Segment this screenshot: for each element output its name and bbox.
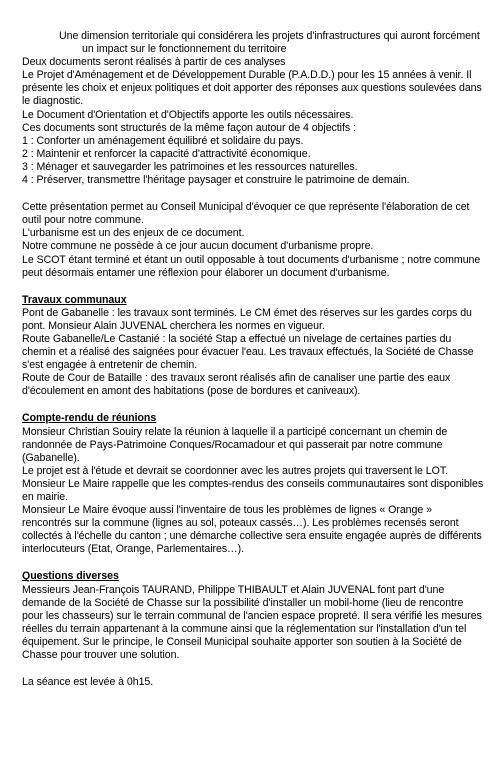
structure-line: Ces documents sont structurés de la même façon autour de 4 objectifs : [22, 121, 356, 134]
territorial-dimension-line: Une dimension territoriale qui considérera les projets d'infrastructures qui auront forcément un impact sur le fonctionnement du territoire [59, 30, 480, 56]
section-heading-travaux: Travaux communaux [22, 293, 127, 306]
presentation-paragraph: Notre commune ne possède à ce jour aucun document d'urbanisme propre. [22, 240, 374, 253]
questions-paragraph: Messieurs Jean-François TAURAND, Philippe THIBAULT et Alain JUVENAL font part d'une demande de la Société de Chasse sur la possibilité d'installer un mobil-home (lieu de rencontre pour les chasseurs) sur le terrain communal de l'ancien espace propreté. Il sera vérifié les mesures réelles du terrain appartenant à la commune ainsi que la réglementation sur l'installation d'un tel équipement. Sur le principe, le Conseil Municipal souhaite apporter son soutien à la Société de Chasse pour trouver une solution. [22, 583, 482, 662]
travaux-paragraph: Route de Cour de Bataille : des travaux seront réalisés afin de canaliser une partie des eaux d'écoulement en amont des habitations (pose de bordures et caniveaux). [22, 372, 451, 398]
compte-rendu-paragraph: Monsieur Le Maire évoque aussi l'inventaire de tous les problèmes de lignes « Orange » rencontrés sur la commune (lignes au sol, poteaux cassés…). Les problèmes recensés seront collectés à l'échelle du canton ; une démarche collective sera ensuite engagée auprès de différents interlocuteurs (Etat, Orange, Parlementaires…). [22, 504, 482, 556]
compte-rendu-paragraph: Monsieur Christian Souiry relate la réunion à laquelle il a participé concernant un chemin de randonnée de Pays-Patrimoine Conques/Rocamadour et qui passerait par notre commune (Gabanelle). [22, 425, 448, 464]
objective-item: 3 : Ménager et sauvegarder les patrimoines et les ressources naturelles. [22, 160, 358, 173]
objective-item: 2 : Maintenir et renforcer la capacité d'attractivité économique. [22, 147, 311, 160]
objective-item: 1 : Conforter un aménagement équilibré et solidaire du pays. [22, 134, 304, 147]
padd-paragraph: Le Projet d'Aménagement et de Développement Durable (P.A.D.D.) pour les 15 années à venir. Il présente les choix et enjeux politiques et doit apporter des réponses aux questions soulevées dans le diagnostic. [22, 69, 482, 108]
presentation-paragraph: L'urbanisme est un des enjeux de ce document. [22, 227, 245, 240]
travaux-paragraph: Pont de Gabanelle : les travaux sont terminés. Le CM émet des réserves sur les gardes corps du pont. Monsieur Alain JUVENAL cherchera les normes en vigueur. [22, 306, 472, 332]
presentation-paragraph: Le SCOT étant terminé et étant un outil opposable à tout documents d'urbanisme ; notre commune peut désormais entamer une réflexion pour élaborer un document d'urbanisme. [22, 253, 481, 279]
section-heading-compte-rendu: Compte-rendu de réunions [22, 412, 157, 425]
section-heading-questions: Questions diverses [22, 570, 119, 583]
document-page [22, 30, 484, 689]
documents-intro: Deux documents seront réalisés à partir de ces analyses [22, 56, 286, 69]
presentation-paragraph: Cette présentation permet au Conseil Municipal d'évoquer ce que représente l'élaboration de cet outil pour notre commune. [22, 201, 470, 227]
travaux-paragraph: Route Gabanelle/Le Castanié : la société Stap a effectué un nivelage de certaines parties du chemin et a réalisé des saignées pour évacuer l'eau. Les travaux effectués, la Société de Chasse s'est engagée à entretenir de chemin. [22, 332, 474, 372]
compte-rendu-paragraph: Le projet est à l'étude et devrait se coordonner avec les autres projets qui traversent le LOT. [22, 464, 448, 477]
compte-rendu-paragraph: Monsieur Le Maire rappelle que les comptes-rendus des conseils communautaires sont disponibles en mairie. [22, 477, 484, 503]
doo-paragraph: Le Document d'Orientation et d'Objectifs apporte les outils nécessaires. [22, 108, 354, 121]
objective-item: 4 : Préserver, transmettre l'héritage paysager et construire le patrimoine de demain. [22, 174, 410, 187]
closing-line: La séance est levée à 0h15. [22, 676, 154, 689]
